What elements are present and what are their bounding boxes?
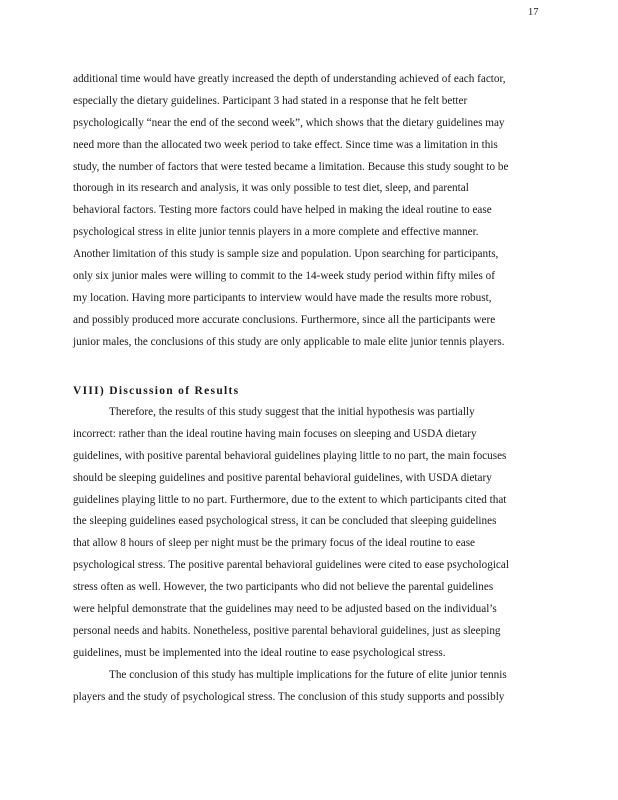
text-line: incorrect: rather than the ideal routine having main focuses on sleeping and USDA dietary [73,427,477,440]
limitations-paragraph [73,69,553,354]
text-line: study, the number of factors that were tested became a limitation. Because this study sought to be [73,160,509,173]
text-line: my location. Having more participants to interview would have made the results more robust, [73,291,492,304]
text-line: need more than the allocated two week period to take effect. Since time was a limitation in this [73,138,498,151]
text-line: especially the dietary guidelines. Participant 3 had stated in a response that he felt better [73,94,468,107]
discussion-body [73,402,553,708]
text-line: behavioral factors. Testing more factors could have helped in making the ideal routine to ease [73,204,492,217]
text-line: psychologically “near the end of the second week”, which shows that the dietary guidelines may [73,116,505,129]
text-line: the sleeping guidelines eased psychological stress, it can be concluded that sleeping guidelines [73,515,497,528]
text-line: The conclusion of this study has multiple implications for the future of elite junior tennis [109,668,507,681]
text-line: psychological stress. The positive parental behavioral guidelines were cited to ease psychological [73,559,509,572]
text-line: thorough in its research and analysis, it was only possible to test diet, sleep, and parental [73,182,469,195]
page-number: 17 [528,7,539,18]
text-line: psychological stress in elite junior tennis players in a more complete and effective manner. [73,226,479,239]
text-line: only six junior males were willing to commit to the 14-week study period within fifty miles of [73,270,495,283]
text-line: Another limitation of this study is sample size and population. Upon searching for participants, [73,248,499,261]
text-line: and possibly produced more accurate conclusions. Furthermore, since all the participants were [73,313,496,326]
text-line: should be sleeping guidelines and positive parental behavioral guidelines, with USDA dietary [73,471,492,484]
text-line: guidelines, must be implemented into the ideal routine to ease psychological stress. [73,646,446,659]
text-line: were helpful demonstrate that the guidelines may need to be adjusted based on the individual’s [73,603,497,616]
text-line: players and the study of psychological stress. The conclusion of this study supports and possibly [73,690,505,703]
text-line: junior males, the conclusions of this study are only applicable to male elite junior tennis players. [73,335,505,348]
text-line: Therefore, the results of this study suggest that the initial hypothesis was partially [109,406,475,418]
text-line: guidelines playing little to no part. Furthermore, due to the extent to which participants cited that [73,493,507,506]
text-line: guidelines, with positive parental behavioral guidelines playing little to no part, the main focuses [73,449,507,462]
text-line: additional time would have greatly increased the depth of understanding achieved of each factor, [73,73,506,85]
section-heading: VIII) Discussion of Results [73,385,240,397]
text-line: personal needs and habits. Nonetheless, positive parental behavioral guidelines, just as sleeping [73,624,501,637]
text-line: stress often as well. However, the two participants who did not believe the parental guidelines [73,581,494,594]
text-line: that allow 8 hours of sleep per night must be the primary focus of the ideal routine to ease [73,537,476,550]
